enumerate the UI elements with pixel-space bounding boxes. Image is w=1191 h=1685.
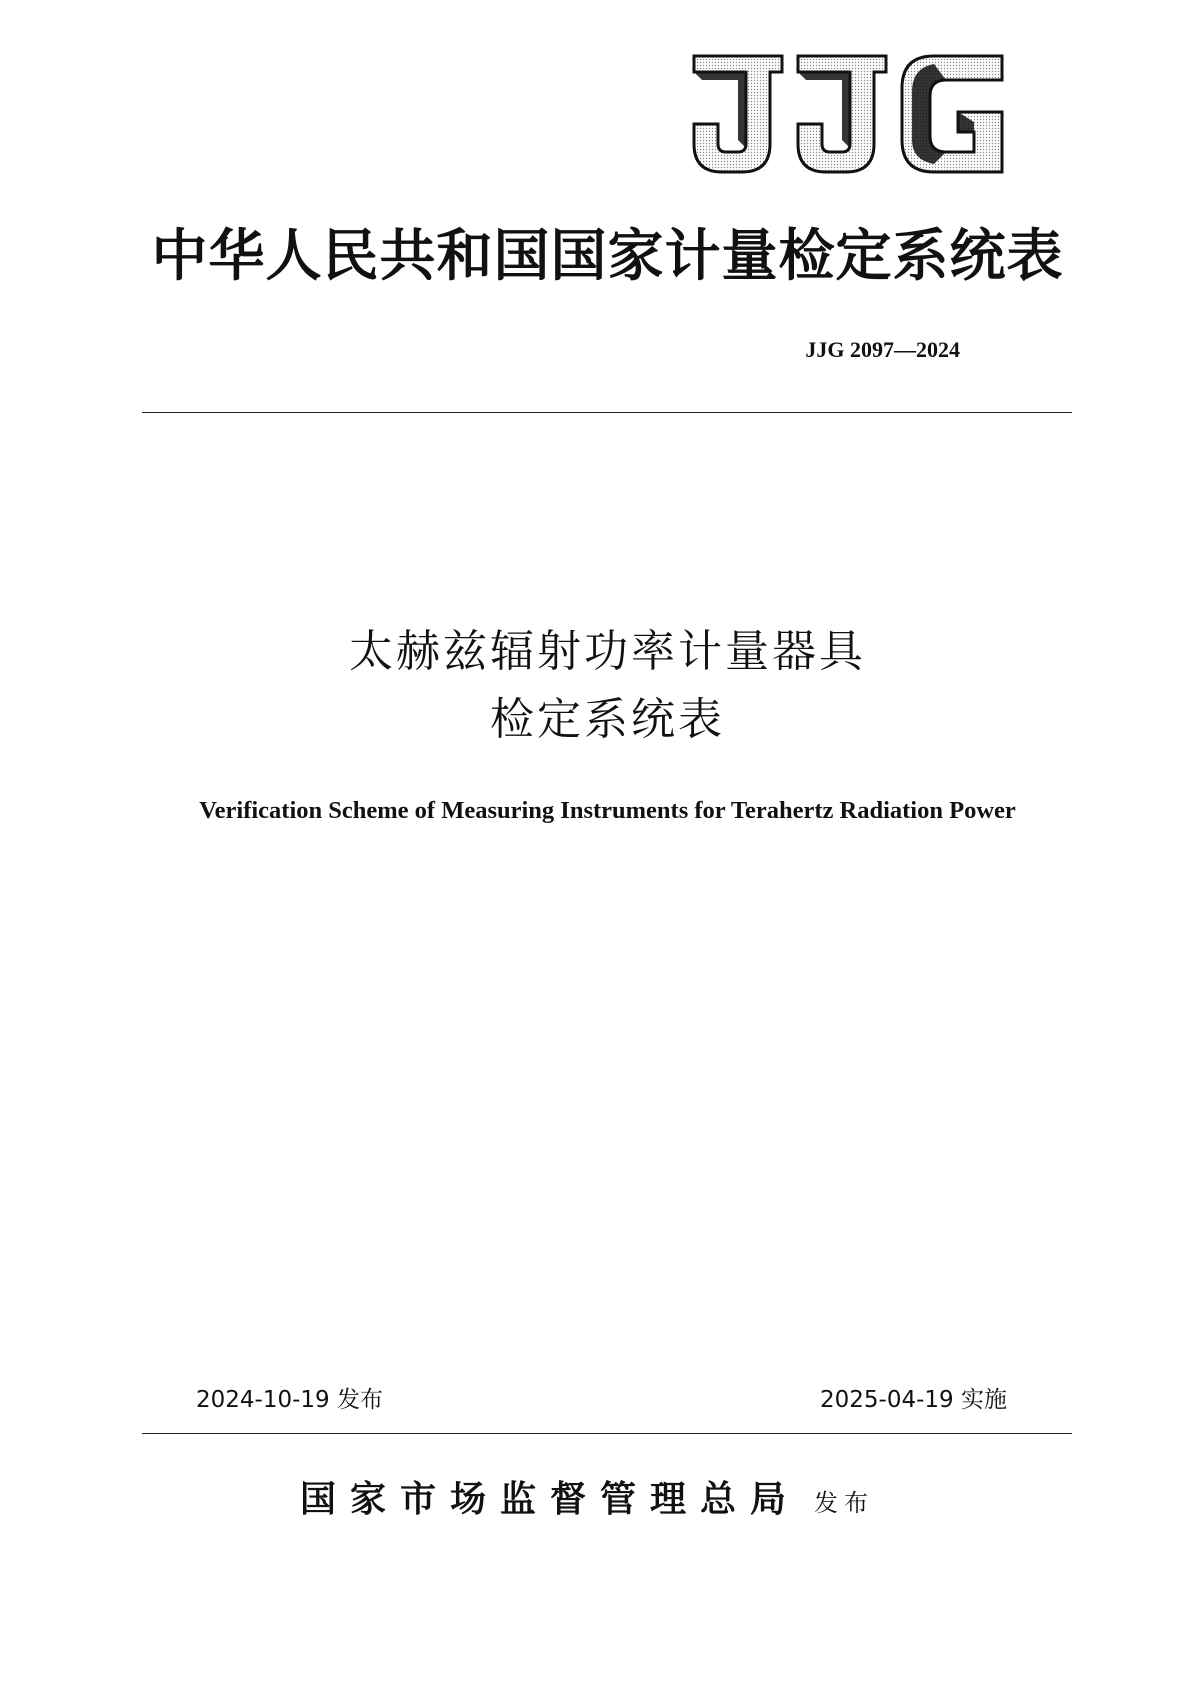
top-divider [142, 412, 1072, 413]
issue-date: 2024-10-19 发布 [196, 1387, 383, 1413]
document-title-line1: 太赫兹辐射功率计量器具 [349, 626, 866, 677]
publisher-name: 国家市场监督管理总局 [300, 1478, 801, 1520]
standard-series-title: 中华人民共和国国家计量检定系统表 [151, 223, 1064, 289]
logo-letter-j1 [694, 56, 782, 172]
document-title-line2: 检定系统表 [490, 694, 725, 745]
publisher-line [300, 1477, 940, 1521]
logo-letter-j2 [798, 56, 886, 172]
logo-letter-g [902, 56, 1002, 172]
standard-code: JJG 2097—2024 [805, 337, 960, 362]
effective-date: 2025-04-19 实施 [820, 1387, 1007, 1413]
jjg-logo [690, 52, 1010, 180]
english-title: Verification Scheme of Measuring Instruments for Terahertz Radiation Power [199, 797, 1016, 824]
bottom-divider [142, 1433, 1072, 1434]
publisher-action: 发布 [814, 1489, 875, 1517]
